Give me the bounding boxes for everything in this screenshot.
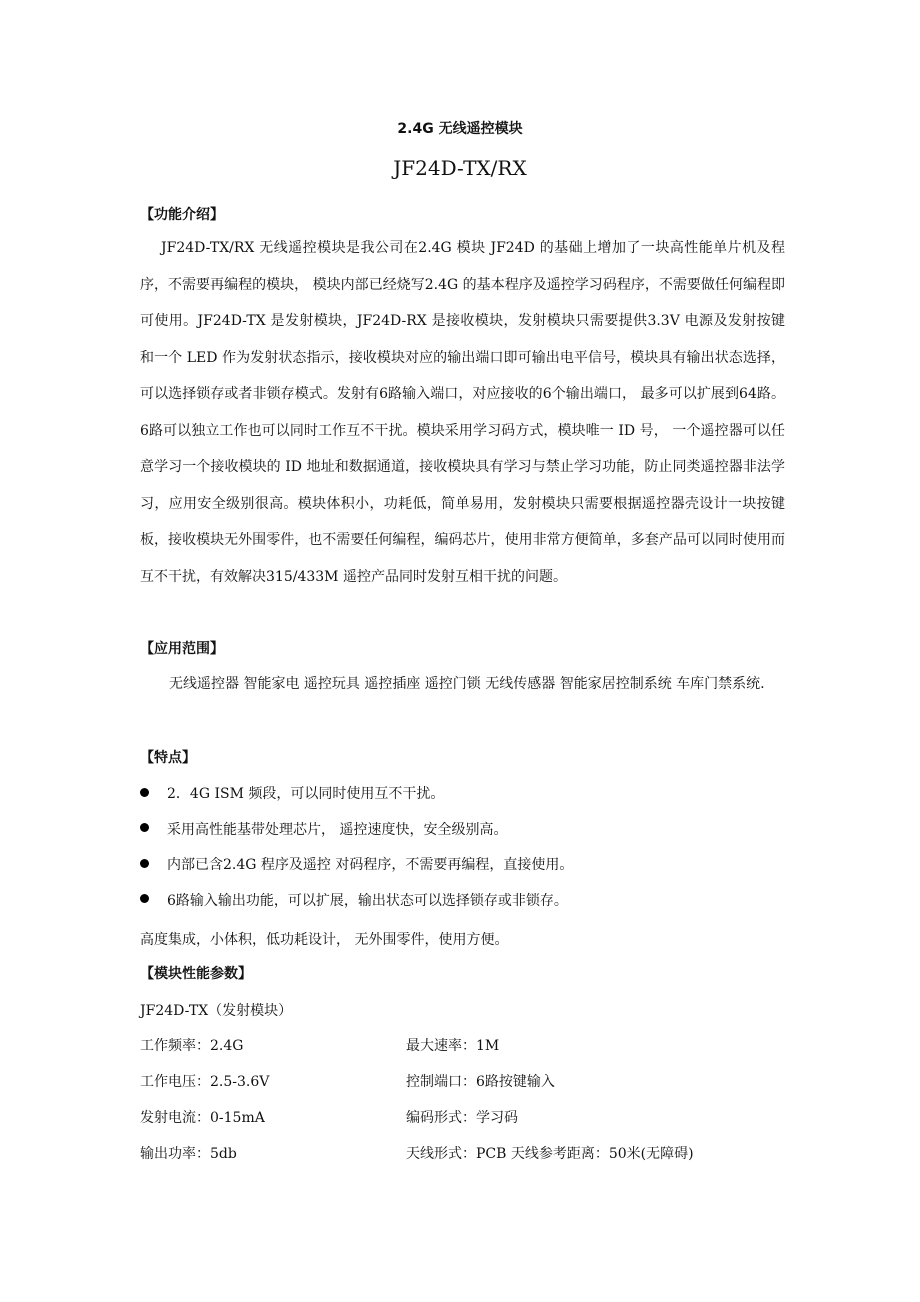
table-row bbox=[140, 1136, 800, 1172]
document-title: 2.4G 无线遥控模块 bbox=[397, 121, 523, 137]
params-subheading: JF24D-TX（发射模块） bbox=[140, 1003, 293, 1019]
params-table bbox=[140, 1028, 800, 1172]
param-cell: 控制端口：6路按键输入 bbox=[406, 1074, 555, 1090]
feature-text: 内部已含2.4G 程序及遥控 对码程序，不需要再编程，直接使用。 bbox=[167, 857, 574, 873]
intro-heading: 【功能介绍】 bbox=[140, 207, 224, 223]
bullet-icon bbox=[140, 788, 149, 797]
features-list bbox=[140, 777, 573, 919]
application-paragraph: 无线遥控器 智能家电 遥控玩具 遥控插座 遥控门锁 无线传感器 智能家居控制系统 车库门禁系统. bbox=[169, 676, 765, 692]
list-item bbox=[140, 848, 573, 884]
application-heading: 【应用范围】 bbox=[140, 641, 224, 657]
bullet-icon bbox=[140, 859, 149, 868]
feature-text: 6路输入输出功能，可以扩展，输出状态可以选择锁存或非锁存。 bbox=[167, 892, 568, 909]
list-item bbox=[140, 884, 573, 920]
feature-text: 采用高性能基带处理芯片， 遥控速度快，安全级别高。 bbox=[167, 821, 508, 838]
model-title: JF24D-TX/RX bbox=[393, 156, 527, 180]
feature-text: 2．4G ISM 频段，可以同时使用互不干扰。 bbox=[167, 786, 445, 802]
features-summary: 高度集成，小体积，低功耗设计， 无外围零件，使用方便。 bbox=[140, 932, 509, 948]
bullet-icon bbox=[140, 894, 149, 903]
features-heading: 【特点】 bbox=[140, 750, 196, 766]
params-heading: 【模块性能参数】 bbox=[140, 966, 252, 982]
list-item bbox=[140, 813, 573, 849]
table-row bbox=[140, 1100, 800, 1136]
param-cell: 输出功率：5db bbox=[140, 1146, 237, 1162]
param-cell: 工作电压：2.5-3.6V bbox=[140, 1074, 270, 1090]
param-cell: 最大速率：1M bbox=[406, 1038, 500, 1054]
list-item bbox=[140, 777, 573, 813]
table-row bbox=[140, 1028, 800, 1064]
table-row bbox=[140, 1064, 800, 1100]
param-cell: 天线形式：PCB 天线参考距离：50米(无障碍) bbox=[406, 1146, 694, 1162]
param-cell: 工作频率：2.4G bbox=[140, 1038, 244, 1054]
param-cell: 发射电流：0-15mA bbox=[140, 1110, 265, 1126]
bullet-icon bbox=[140, 823, 149, 832]
intro-paragraph: JF24D-TX/RX 无线遥控模块是我公司在2.4G 模块 JF24D 的基础上增加了一块高性能单片机及程序，不需要再编程的模块， 模块内部已经烧写2.4G 的基本程序及遥控学习码程序，不需要做任何编程即可使用。JF24D-TX 是发射模块，JF24D-RX 是接收模块，发射模块只需要提供3.3V 电源及发射按键和一个 LED 作为发射状态指示，接收模块对应的输出端口即可输出电平信号，模块具有输出状态选择，可以选择锁存或者非锁存模式。发射有6路输入端口，对应接收的6个输出端口， 最多可以扩展到64路。6路可以独立工作也可以同时工作互不干扰。模块采用学习码方式，模块唯一 ID 号， 一个遥控器可以任意学习一个接收模块的 ID 地址和数据通道，接收模块具有学习与禁止学习功能，防止同类遥控器非法学习，应用安全级别很高。模块体积小，功耗低，简单易用，发射模块只需要根据遥控器壳设计一块按键板，接收模块无外围零件，也不需要任何编程，编码芯片，使用非常方便简单，多套产品可以同时使用而互不干扰，有效解决315/433M 遥控产品同时发射互相干扰的问题。 bbox=[140, 240, 785, 585]
param-cell: 编码形式：学习码 bbox=[406, 1110, 518, 1126]
